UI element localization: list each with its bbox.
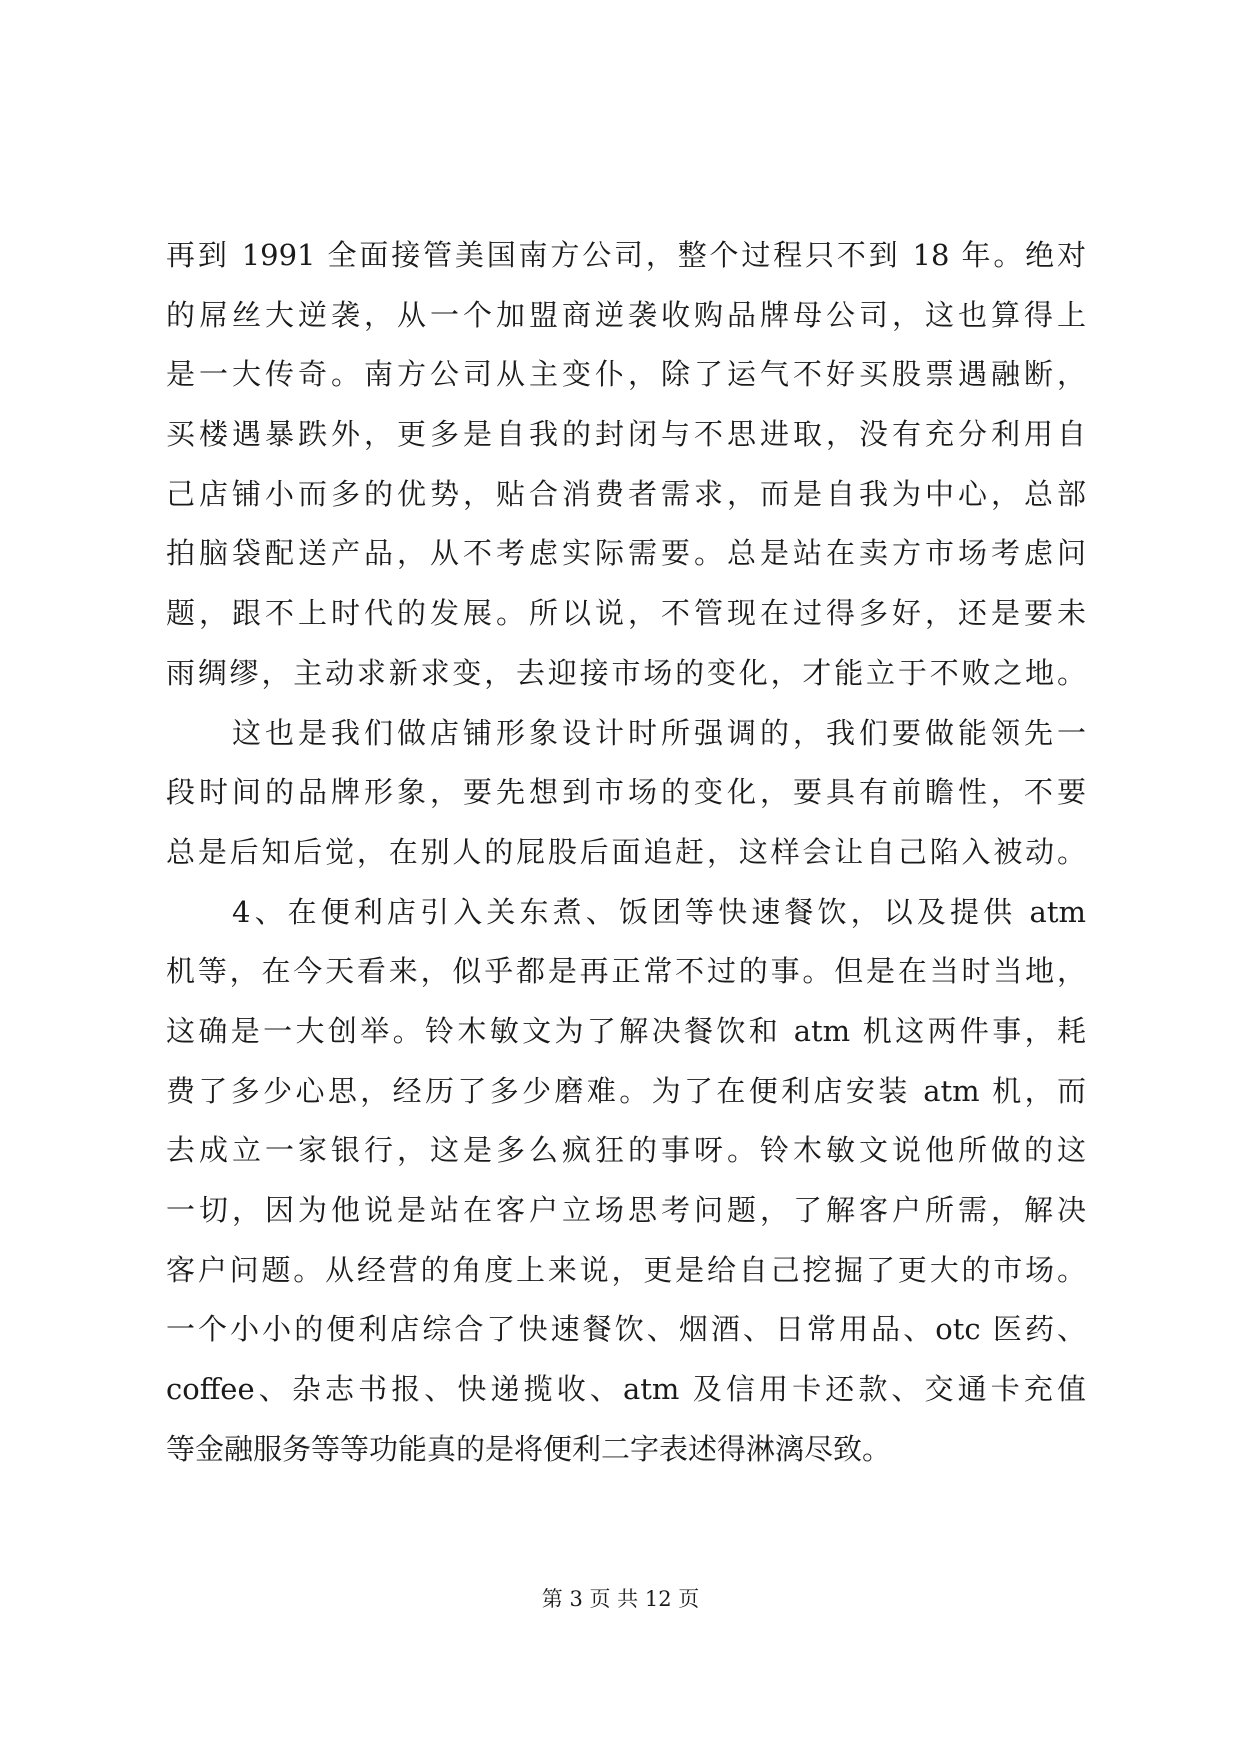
text-line: 拍脑袋配送产品，从不考虑实际需要。总是站在卖方市场考虑问 — [166, 536, 1086, 571]
text-line: 去成立一家银行，这是多么疯狂的事呀。铃木敏文说他所做的这 — [166, 1133, 1086, 1168]
text-line: 的屌丝大逆袭，从一个加盟商逆袭收购品牌母公司，这也算得上 — [166, 297, 1086, 332]
text-line: 雨绸缪，主动求新求变，去迎接市场的变化，才能立于不败之地。 — [166, 655, 1086, 690]
text-line: 段时间的品牌形象，要先想到市场的变化，要具有前瞻性，不要 — [166, 775, 1086, 810]
paragraph-first-line: 4、在便利店引入关东煮、饭团等快速餐饮，以及提供 atm — [232, 894, 1086, 929]
text-line: 一个小小的便利店综合了快速餐饮、烟酒、日常用品、otc 医药、 — [166, 1312, 1086, 1347]
body-text — [166, 226, 1086, 1479]
text-line: 总是后知后觉，在别人的屁股后面追赶，这样会让自己陷入被动。 — [166, 834, 1086, 869]
text-line: 再到 1991 全面接管美国南方公司，整个过程只不到 18 年。绝对 — [166, 238, 1086, 272]
text-line: 是一大传奇。南方公司从主变仆，除了运气不好买股票遇融断， — [166, 357, 1086, 392]
text-line: coffee、杂志书报、快递揽收、atm 及信用卡还款、交通卡充值 — [166, 1372, 1086, 1407]
text-line: 费了多少心思，经历了多少磨难。为了在便利店安装 atm 机，而 — [166, 1073, 1086, 1108]
paragraph-first-line: 这也是我们做店铺形象设计时所强调的，我们要做能领先一 — [232, 715, 1086, 750]
text-line: 机等，在今天看来，似乎都是再正常不过的事。但是在当时当地， — [166, 954, 1086, 989]
text-line: 这确是一大创举。铃木敏文为了解决餐饮和 atm 机这两件事，耗 — [166, 1013, 1086, 1048]
text-line: 买楼遇暴跌外，更多是自我的封闭与不思进取，没有充分利用自 — [166, 417, 1086, 452]
text-line: 题，跟不上时代的发展。所以说，不管现在过得多好，还是要未 — [166, 596, 1086, 631]
page-number-footer: 第 3 页 共 12 页 — [541, 1587, 700, 1611]
text-line: 一切，因为他说是站在客户立场思考问题，了解客户所需，解决 — [166, 1193, 1086, 1227]
text-line: 己店铺小而多的优势，贴合消费者需求，而是自我为中心，总部 — [166, 476, 1086, 511]
text-line: 客户问题。从经营的角度上来说，更是给自己挖掘了更大的市场。 — [166, 1252, 1086, 1287]
text-line-last: 等金融服务等等功能真的是将便利二字表述得淋漓尽致。 — [166, 1431, 892, 1466]
